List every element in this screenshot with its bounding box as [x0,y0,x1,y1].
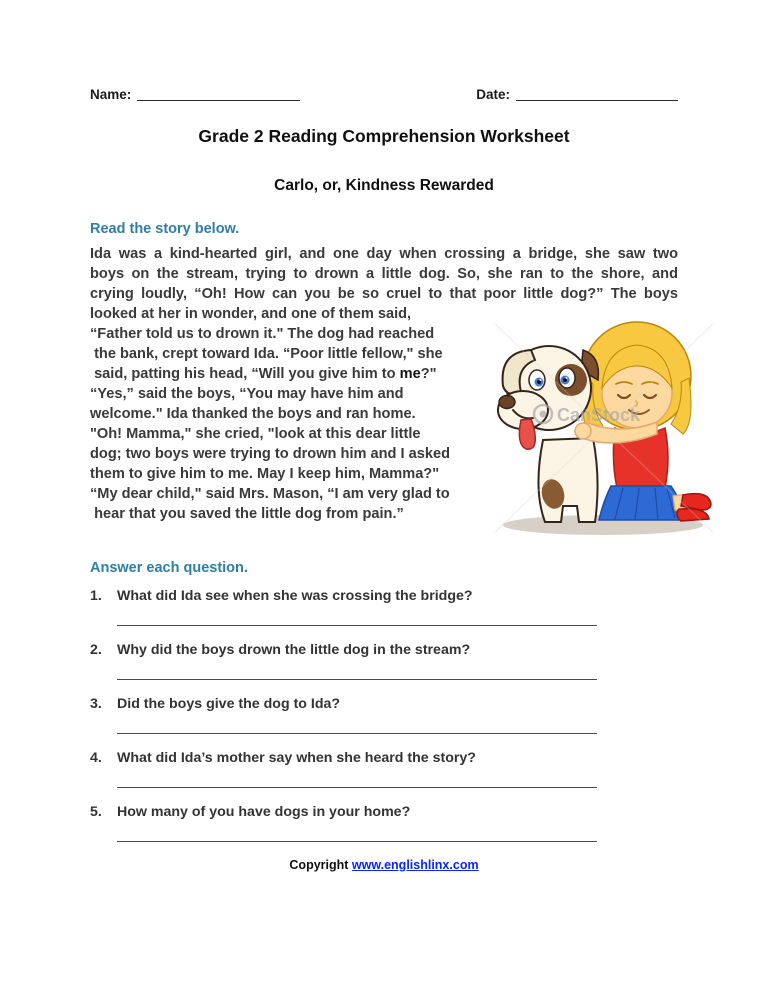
question-block [90,642,678,680]
story-line: welcome." Ida thanked the boys and ran home. [90,406,416,422]
story-line-segment: said, patting his head, “Will you give him to [90,366,400,382]
question-block [90,804,678,842]
answer-line [117,733,597,734]
answer-questions-heading: Answer each question. [90,560,248,576]
dog-tongue [519,419,535,449]
name-field [90,86,300,102]
story-line: crying loudly, “Oh! How can you be so cruel to that poor little dog?” The boys [90,286,678,302]
read-story-heading: Read the story below. [90,221,240,237]
question-number: 5. [90,804,102,820]
question-number: 2. [90,642,102,658]
question [90,750,678,766]
answer-line [117,679,597,680]
question-text: Did the boys give the dog to Ida? [117,696,341,712]
englishlinx-link[interactable]: www.englishlinx.com [351,858,479,872]
story-line: them to give him to me. May I keep him, Mamma?" [90,466,440,482]
answer-line [117,625,597,626]
date-field [476,86,678,102]
question-text: What did Ida’s mother say when she heard the story? [117,750,476,766]
footer [90,858,678,872]
answer-line [117,787,597,788]
question [90,642,678,658]
story-line: looked at her in wonder, and one of them said, [90,306,412,322]
question-block [90,750,678,788]
story-line: the bank, crept toward Ida. “Poor little fellow," she [90,346,443,362]
copyright-label: Copyright [289,858,349,872]
name-date-row [90,86,678,102]
question-text: Why did the boys drown the little dog in the stream? [117,642,471,658]
page-title: Grade 2 Reading Comprehension Worksheet [198,126,570,146]
date-blank-line [516,88,678,101]
question-block [90,588,678,626]
answer-line [117,841,597,842]
question-block [90,696,678,734]
watermark-text: CanStock [557,405,641,425]
story-line: dog; two boys were trying to drown him and I asked [90,446,451,462]
story-line: Ida was a kind-hearted girl, and one day when crossing a bridge, she saw two [90,246,678,262]
questions-list [90,588,678,842]
girl-hand [575,423,591,439]
question-text: What did Ida see when she was crossing the bridge? [117,588,473,604]
name-label: Name: [90,87,132,102]
story-line: “My dear child," said Mrs. Mason, “I am very glad to [90,486,450,502]
date-label: Date: [476,87,510,102]
question [90,804,678,820]
story-line-segment: ?" [420,366,437,382]
story-line: hear that you saved the little dog from pain.” [90,506,404,522]
story-line: “Yes,” said the boys, “You may have him and [90,386,404,402]
story-title: Carlo, or, Kindness Rewarded [274,177,494,194]
story-line [90,364,510,384]
question-number: 4. [90,750,102,766]
story-lines-narrow [90,324,510,524]
question [90,588,678,604]
question-number: 3. [90,696,102,712]
question [90,696,678,712]
story-line: “Father told us to drown it." The dog had reached [90,326,435,342]
shoe [681,494,711,510]
name-blank-line [137,88,300,101]
story-illustration [487,298,720,541]
girl-hugging-dog-image [487,298,720,541]
story-line-bold-word: me [399,366,421,382]
question-number: 1. [90,588,102,604]
story-line: "Oh! Mamma," she cried, "look at this dear little [90,426,421,442]
question-text: How many of you have dogs in your home? [117,804,411,820]
story-line: boys on the stream, trying to drown a little dog. So, she ran to the shore, and [90,266,678,282]
